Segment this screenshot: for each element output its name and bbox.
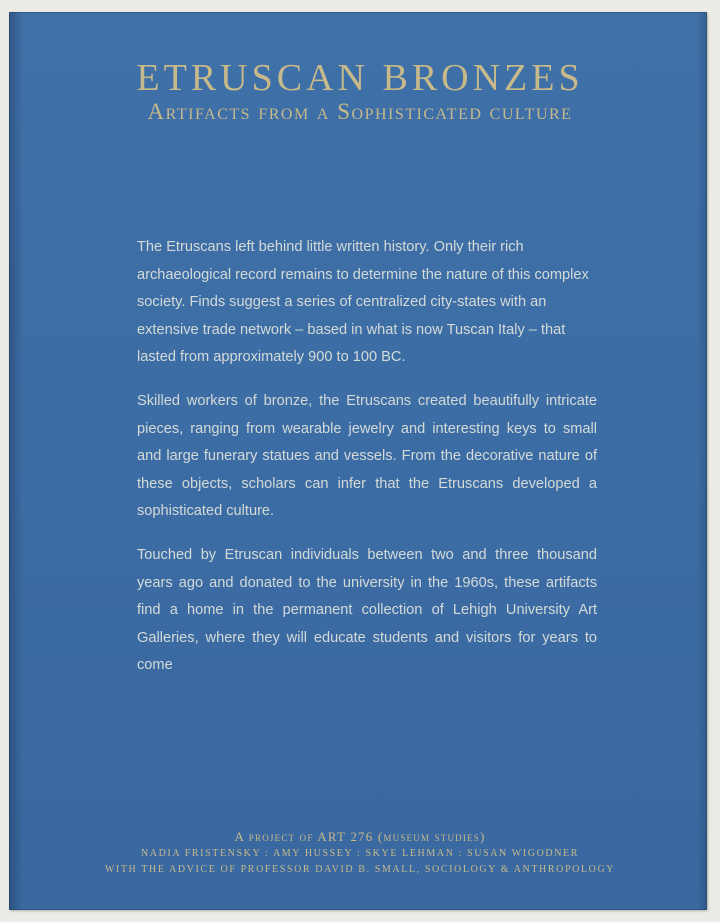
body-text: [137, 234, 597, 696]
footer-project: A project of ART 276 (museum studies): [234, 829, 486, 844]
footer-credits: [0, 828, 720, 878]
paragraph-bronze-work: Skilled workers of bronze, the Etruscans created beautifully intricate pieces, ranging from wearable jewelry and interesting keys to small and large funerary statues and vessels. From the decorative nature of these objects, scholars can infer that the Etruscans developed a sophisticated culture.: [137, 392, 597, 520]
paragraph-collection: Touched by Etruscan individuals between two and three thousand years ago and donated to the university in the 1960s, these artifacts find a home in the permanent collection of Lehigh University Art Galleries, where they will educate students and visitors for years to come: [137, 546, 597, 674]
footer-authors: NADIA FRISTENSKY : AMY HUSSEY : SKYE LEHMAN : SUSAN WIGODNER: [140, 848, 580, 859]
page-title: ETRUSCAN BRONZES: [136, 57, 584, 99]
footer-advice: WITH THE ADVICE OF PROFESSOR DAVID B. SMALL, SOCIOLOGY & ANTHROPOLOGY: [104, 864, 616, 875]
page-subtitle: Artifacts from a Sophisticated culture: [147, 99, 573, 124]
paragraph-history: The Etruscans left behind little written history. Only their rich archaeological record remains to determine the nature of this complex society. Finds suggest a series of centralized city-states with an extensive trade network – based in what is now Tuscan Italy – that lasted from approximately 900 to 100 BC.: [137, 239, 589, 366]
